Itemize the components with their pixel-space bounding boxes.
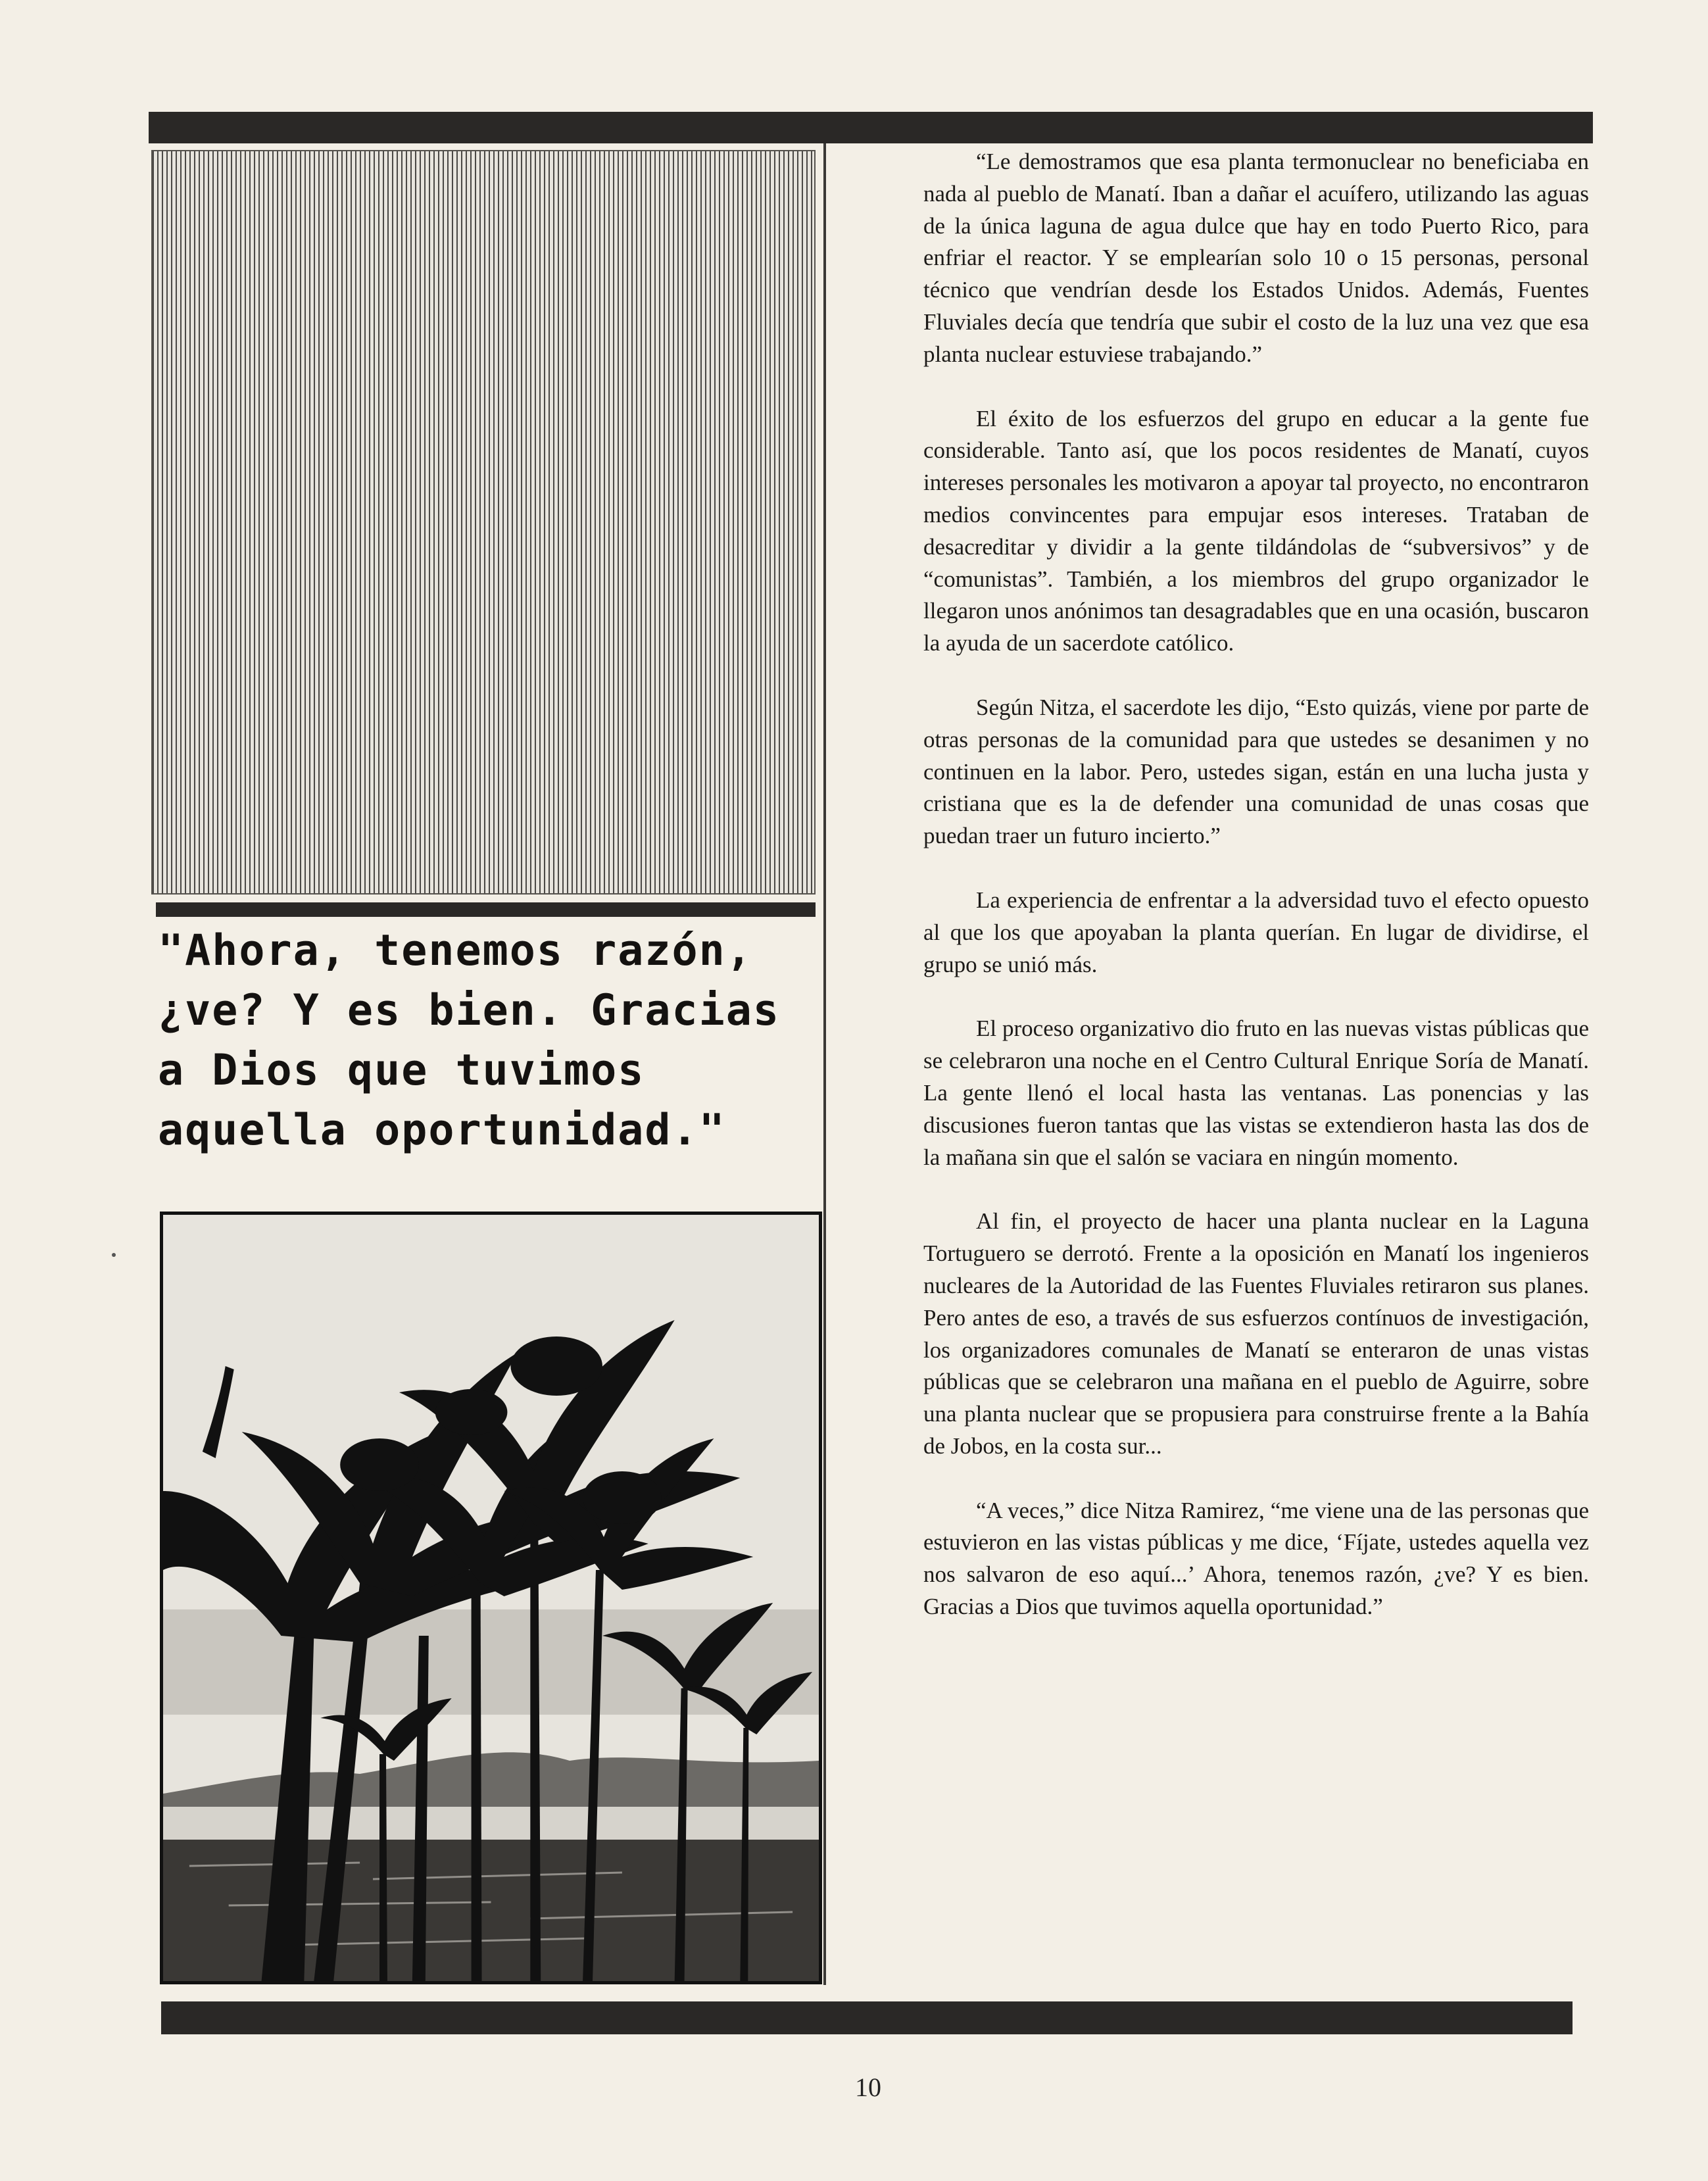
article-paragraph: Según Nitza, el sacerdote les dijo, “Esto quizás, viene por parte de otras personas de la comunidad para que ustedes se desanimen y no continuen en la labor. Pero, ustedes sigan, están en una lucha justa y cristiana que es la de defender una comunidad de unas cosas que puedan traer un futuro incierto.” (923, 694, 1589, 849)
palm-trees-photo (160, 1212, 822, 1984)
article-paragraph: El éxito de los esfuerzos del grupo en educar a la gente fue considerable. Tanto así, que los pocos residentes de Manatí, cuyos intereses personales les motivaron a apoyar tal proyecto, no encontraron medios convincentes para empujar esos intereses. Trataban de desacreditar y dividir a la gente tildándolas de “subversivos” y de “comunistas”. También, a los miembros del grupo organizador le llegaron unos anónimos tan desagradables que en una ocasión, buscaron la ayuda de un sacerdote católico. (923, 405, 1589, 656)
pull-quote-rule (156, 902, 816, 917)
article-paragraph: “A veces,” dice Nitza Ramirez, “me viene una de las personas que estuvieron en las vistas públicas y me dice, ‘Fíjate, ustedes aquella vez nos salvaron de eso aquí...’ Ahora, tenemos razón, ¿ve? Y es bien. Gracias a Dios que tuvimos aquella oportunidad.” (923, 1497, 1589, 1620)
bottom-rule (161, 2001, 1573, 2034)
article-body (923, 146, 1589, 1655)
top-rule (149, 112, 1593, 143)
palm-silhouette-image (163, 1215, 819, 1981)
column-divider (823, 143, 826, 1985)
lined-screen-panel (151, 150, 816, 894)
page-number: 10 (855, 2072, 881, 2102)
article-paragraph: “Le demostramos que esa planta termonuclear no beneficiaba en nada al pueblo de Manatí. Iban a dañar el acuífero, utilizando las aguas de la única laguna de agua dulce que hay en todo Puerto Rico, para enfriar el reactor. Y se emplearían solo 10 o 15 personas, personal técnico que vendrían desde los Estados Unidos. Además, Fuentes Fluviales decía que tendría que subir el costo de la luz una vez que esa planta nuclear estuviese trabajando.” (923, 149, 1589, 367)
paper-speck (112, 1253, 116, 1257)
article-paragraph: Al fin, el proyecto de hacer una planta nuclear en la Laguna Tortuguero se derrotó. Frente a la oposición en Manatí los ingenieros nucleares de la Autoridad de las Fuentes Fluviales retiraron sus planes. Pero antes de eso, a través de sus esfuerzos contínuos de investigación, los organizadores comunales de Manatí se enteraron de unas vistas públicas que se celebraron una mañana en el pueblo de Aguirre, sobre una planta nuclear que se propusiera para construirse frente a la Bahía de Jobos, en la costa sur... (923, 1208, 1589, 1459)
pull-quote: "Ahora, tenemos razón, ¿ve? Y es bien. Gracias a Dios que tuvimos aquella oportunidad." (158, 926, 781, 1155)
article-paragraph: La experiencia de enfrentar a la adversidad tuvo el efecto opuesto al que los que apoyaban la planta querían. En lugar de dividirse, el grupo se unió más. (923, 887, 1589, 977)
article-paragraph: El proceso organizativo dio fruto en las nuevas vistas públicas que se celebraron una noche en el Centro Cultural Enrique Soría de Manatí. La gente llenó el local hasta las ventanas. Las ponencias y las discusiones fueron tantas que las vistas se extendieron hasta las dos de la mañana sin que el salón se vaciara en ningún momento. (923, 1016, 1589, 1170)
